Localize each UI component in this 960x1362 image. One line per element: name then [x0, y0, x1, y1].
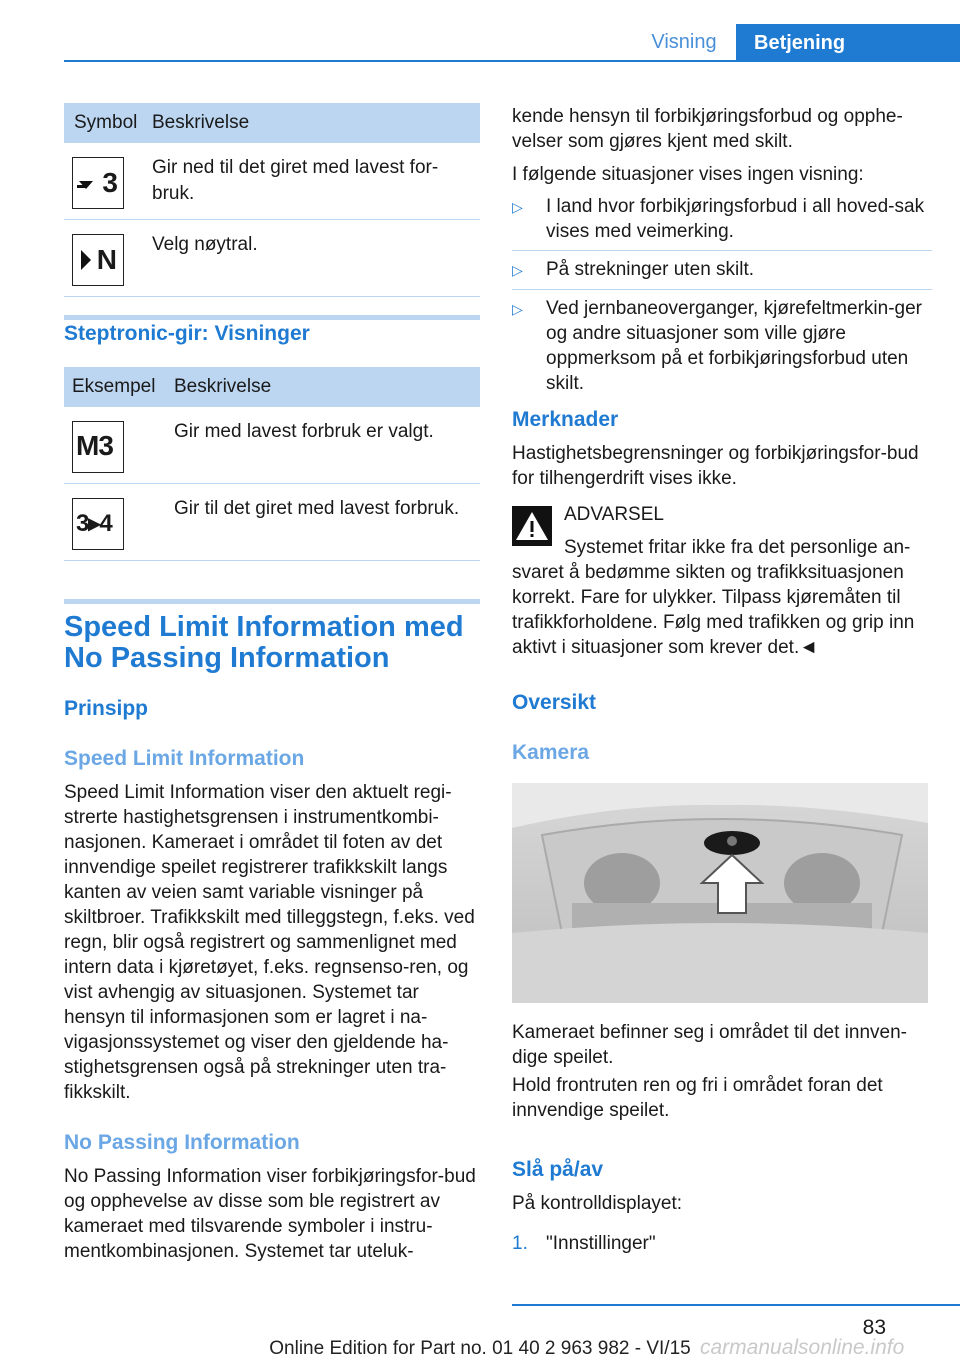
column-header-example: Eksempel: [72, 376, 156, 397]
npi-paragraph: No Passing Information viser forbikjøringsfor-bud og opphevelse av disse som ble registrert av kameraet med tilsvarende symboler i instru-mentkombinasjonen. Systemet tar uteluk-: [64, 1166, 476, 1262]
tab-visning[interactable]: Visning: [651, 30, 717, 53]
row-description: Gir til det giret med lavest forbruk.: [174, 498, 460, 519]
no-display-list: [512, 188, 932, 402]
steptronic-table: [64, 367, 480, 604]
merknader-paragraph: Hastighetsbegrensninger og forbikjøringsfor-bud for tilhengerdrift vises ikke.: [512, 443, 919, 489]
sli-heading: Speed Limit Information: [64, 747, 305, 770]
neutral-n-icon: [72, 234, 124, 286]
footer-text: Online Edition for Part no. 01 40 2 963 982 - VI/15: [269, 1338, 691, 1359]
sla-heading: Slå på/av: [512, 1158, 604, 1181]
npi-heading: No Passing Information: [64, 1131, 300, 1154]
page-number: 83: [862, 1316, 886, 1339]
warning-title: ADVARSEL: [564, 504, 664, 525]
warning-text: Systemet fritar ikke fra det personlige an-svaret å bedømme sikten og trafikksituasjonen korrekt. Fare for ulykker. Tilpass kjøremåten til trafikkforholdene. Følg med trafikken og grip inn aktivt i situasjoner som krever det.◄: [512, 537, 915, 658]
merknader-heading: Merknader: [512, 408, 619, 431]
bullet-triangle-icon: ▷: [512, 301, 523, 317]
gear-m3-icon: [72, 421, 124, 473]
bullet-triangle-icon: ▷: [512, 199, 523, 215]
table-row: [64, 220, 480, 297]
bullet-triangle-icon: ▷: [512, 262, 523, 278]
npi-paragraph-continued: kende hensyn til forbikjøringsforbud og opphe-velser som gjøres kjent med skilt.: [512, 106, 903, 152]
footer-rule: [512, 1304, 960, 1306]
no-display-intro: I følgende situasjoner vises ingen visning:: [512, 164, 864, 185]
steptronic-heading: Steptronic-gir: Visninger: [64, 322, 310, 345]
sli-paragraph: Speed Limit Information viser den aktuelt regi-strerte hastighetsgrensen i instrumentkombi-nasjonen. Kameraet i området til foten av det innvendige speilet registrerer trafikkskilt langs kanten av veien samt variable visninger på skiltbroer. Trafikkskilt med tilleggstegn, f.eks. ved regn, blir også registrert og sammenlignet med intern data i kjøretøyet, f.eks. regnsenso-ren, og vist avhengig av situasjonen. Systemet tar hensyn til informasjonen som er lagret i na-vigasjonssystemet og viser den gjeldende ha-stighetsgrensen også på strekninger uten tra-fikkskilt.: [64, 782, 475, 1103]
sla-paragraph: På kontrolldisplayet:: [512, 1193, 683, 1214]
kamera-paragraph-1: Kameraet befinner seg i området til det innven-dige speilet.: [512, 1022, 907, 1068]
gear-letter: N: [96, 244, 117, 275]
gear-display-text: M3: [76, 430, 113, 461]
list-item-text: I land hvor forbikjøringsforbud i all hoved-sak vises med veimerking.: [546, 196, 925, 242]
table-row: [64, 484, 480, 561]
list-item-text: Ved jernbaneoverganger, kjørefeltmerkin-ger og andre situasjoner som ville gjøre oppmerksom på et forbikjøringsforbud uten skilt.: [546, 298, 922, 394]
oversikt-heading: Oversikt: [512, 691, 597, 714]
table-end-rule: [64, 315, 480, 320]
gear-symbol-table: [64, 103, 480, 320]
kamera-heading: Kamera: [512, 741, 590, 764]
table-header: [64, 367, 480, 407]
gear-display-text: 3▸4: [76, 510, 112, 537]
list-item: [512, 290, 932, 402]
kamera-paragraph-2: Hold frontruten ren og fri i området foran det innvendige speilet.: [512, 1075, 883, 1121]
table-end-rule: [64, 599, 480, 604]
column-header-description: Beskrivelse: [152, 112, 250, 133]
shift-3-to-4-icon: [72, 498, 124, 550]
step-text: "Innstillinger": [546, 1233, 656, 1254]
row-description: Velg nøytral.: [152, 234, 258, 255]
table-header: [64, 103, 480, 143]
section-title: Speed Limit Information med No Passing Information: [64, 611, 464, 674]
step-number: 1.: [512, 1233, 528, 1254]
camera-location-image: [512, 783, 928, 1003]
list-item: [512, 188, 932, 250]
list-item: [512, 251, 932, 289]
column-header-symbol: Symbol: [74, 112, 138, 133]
column-header-description: Beskrivelse: [174, 376, 272, 397]
gear-number: 3: [102, 167, 118, 198]
tab-betjening[interactable]: Betjening: [736, 24, 960, 62]
table-row: [64, 143, 480, 220]
header-rule: [64, 60, 960, 62]
list-item-text: På strekninger uten skilt.: [546, 259, 755, 280]
row-description: Gir med lavest forbruk er valgt.: [174, 421, 434, 442]
prinsipp-heading: Prinsipp: [64, 697, 149, 720]
watermark: carmanualsonline.info: [700, 1336, 905, 1359]
table-row: [64, 407, 480, 484]
downshift-3-icon: [72, 157, 124, 209]
row-description: Gir ned til det giret med lavest for- bruk.: [152, 157, 439, 204]
